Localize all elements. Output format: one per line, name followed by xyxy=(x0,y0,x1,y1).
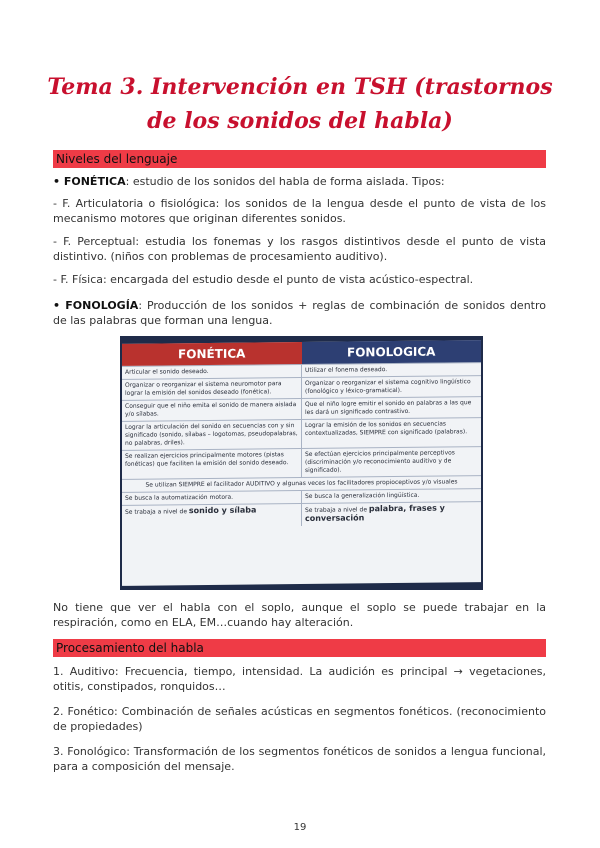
procesamiento-fonologico: 3. Fonológico: Transformación de los segmentos fonéticos de sonidos a lengua funcional, para a composición del mensaje. xyxy=(53,745,546,773)
table-cell: Utilizar el fonema deseado. xyxy=(301,363,481,377)
procesamiento-fonetico: 2. Fonético: Combinación de señales acústicas en segmentos fonéticos. (reconocimiento de propiedades) xyxy=(53,705,546,733)
section-heading-niveles: Niveles del lenguaje xyxy=(53,150,546,168)
cell-text: Se trabaja a nivel de xyxy=(125,508,189,516)
table-cell: Articular el sonido deseado. xyxy=(125,367,209,376)
comparison-table xyxy=(122,340,481,586)
cell-bold-text: palabra, frases y conversación xyxy=(305,503,445,523)
table-header-fonetica: FONÉTICA xyxy=(122,342,302,366)
table-row xyxy=(122,417,481,450)
table-cell: Organizar o reorganizar el sistema cognitivo lingüístico (fonológico y léxico-gramatical). xyxy=(301,376,481,398)
fonologia-label: • FONOLOGÍA xyxy=(53,299,139,312)
procesamiento-auditivo: 1. Auditivo: Frecuencia, tiempo, intensidad. La audición es principal → vegetaciones, otitis, constipados, ronquidos… xyxy=(53,665,546,693)
page-title: Tema 3. Intervención en TSH (trastornos de los sonidos del habla) xyxy=(47,74,553,134)
table-row xyxy=(122,501,481,528)
table-cell xyxy=(301,502,481,526)
table-cell: Lograr la articulación del sonido en secuencias con y sin significado (sonido, sílabas – logotomas, pseudopalabras, no palabras, driles). xyxy=(125,422,298,447)
section-heading-procesamiento: Procesamiento del habla xyxy=(53,639,546,657)
fonetica-text: : estudio de los sonidos del habla de forma aislada. Tipos: xyxy=(125,175,445,188)
table-cell: Se busca la automatización motora. xyxy=(125,493,234,502)
fonetica-label: • FONÉTICA xyxy=(53,175,126,188)
table-header-fonologica: FONOLOGICA xyxy=(302,340,482,364)
fonologia-paragraph xyxy=(53,298,546,328)
comparison-table-photo xyxy=(120,336,483,590)
table-header xyxy=(122,340,481,366)
table-cell: Organizar o reorganizar el sistema neuromotor para lograr la emisión del sonidos deseado (fonética). xyxy=(125,380,282,397)
table-cell: Conseguir que el niño emita el sonido de manera aislada y/o sílabas. xyxy=(125,401,297,418)
table-cell: Se efectúan ejercicios principalmente perceptivos (discriminación y/o reconocimiento auditivo y de significado). xyxy=(301,447,481,477)
soplo-paragraph: No tiene que ver el habla con el soplo, aunque el soplo se puede trabajar en la respiración, como en ELA, EM…cuando hay alteración. xyxy=(53,601,546,629)
fonetica-fisica: - F. Física: encargada del estudio desde el punto de vista acústico-espectral. xyxy=(53,273,474,286)
fonetica-paragraph xyxy=(53,174,546,189)
page-number: 19 xyxy=(293,822,307,833)
table-row xyxy=(122,446,481,479)
table-cell-span: Se utilizan SIEMPRE el facilitador AUDITIVO y algunas veces los facilitadores propioceptivos y/o visuales xyxy=(145,478,458,489)
table-cell: Lograr la emisión de los sonidos en secuencias contextualizadas, SIEMPRE con significado (palabras). xyxy=(301,418,481,448)
table-row xyxy=(122,375,481,400)
table-row xyxy=(122,396,481,421)
fonologia-text: : Producción de los sonidos + reglas de combinación de sonidos dentro de las palabras que forman una lengua. xyxy=(53,299,546,327)
cell-bold-text: sonido y sílaba xyxy=(188,505,257,516)
table-cell: Que el niño logre emitir el sonido en palabras a las que les dará un significado contrastivo. xyxy=(301,397,481,419)
table-cell: Se realizan ejercicios principalmente motores (pistas fonéticas) que faciliten la emisión del sonido deseado. xyxy=(125,451,289,468)
fonetica-articulatoria: - F. Articulatoria o fisiológica: los sonidos de la lengua desde el punto de vista de los mecanismo motores que originan diferentes sonidos. xyxy=(53,197,546,225)
table-cell: Se busca la generalización lingüística. xyxy=(301,489,481,503)
cell-text: Se trabaja a nivel de xyxy=(305,506,369,514)
fonetica-perceptual: - F. Perceptual: estudia los fonemas y los rasgos distintivos desde el punto de vista distintivo. (niños con problemas de procesamiento auditivo). xyxy=(53,235,546,263)
table-cell xyxy=(122,504,301,528)
